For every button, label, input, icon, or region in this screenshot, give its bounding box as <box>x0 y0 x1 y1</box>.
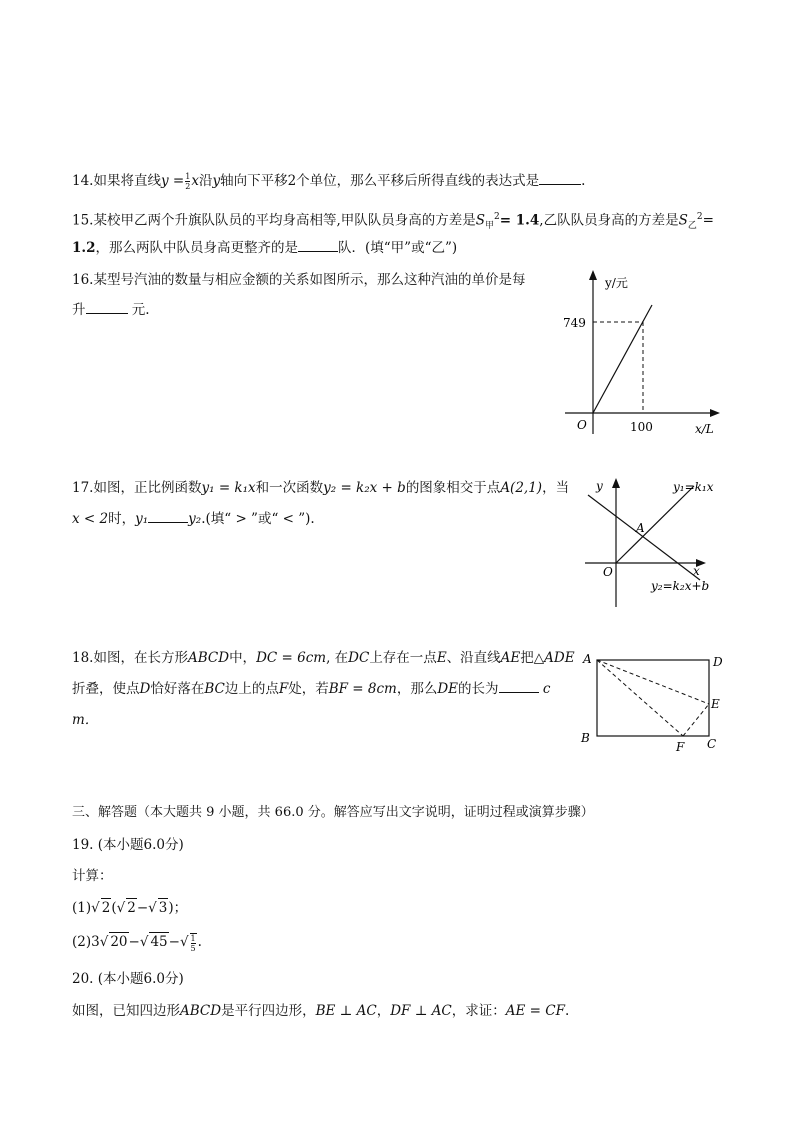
sqrt-symbol: √ <box>179 934 189 950</box>
question-15: 15.某校甲乙两个升旗队队员的平均身高相等,甲队队员身高的方差是$S_甲^2= 1.4$,乙队队员身高的方差是$S_乙^2=$ <box>72 212 714 232</box>
q16-number: 16. <box>72 272 94 288</box>
point-e-label: E <box>711 697 720 711</box>
y-label: y/元 <box>605 276 628 290</box>
x-axis-arrow <box>710 409 720 417</box>
question-14: 14.如果将直线y = $\frac{1}{2}$ x沿y轴向下平移2个单位，那么平移后所得直线的表达式是 . <box>72 172 586 191</box>
question-18: 18.如图，在长方形ABCD中，DC = 6cm, 在DC上存在一点E、沿直线AE把△ADE <box>72 650 575 666</box>
question-18-line3: m． <box>72 712 99 728</box>
question-19-part1: (1)√ 2(√ 2−√ 3)； <box>72 900 188 916</box>
y-axis-arrow <box>589 270 597 280</box>
q14-number: 14. <box>72 173 94 189</box>
answer-blank[interactable] <box>148 510 188 523</box>
answer-blank[interactable] <box>539 172 581 185</box>
segment-af <box>597 660 683 736</box>
point-a-label: A <box>636 521 645 535</box>
figure-16-graph <box>555 270 730 440</box>
sqrt-symbol: √ <box>99 934 109 950</box>
answer-blank[interactable] <box>86 301 128 314</box>
line-y2-label: y₂=k₂x+b <box>651 579 710 593</box>
answer-blank[interactable] <box>298 239 338 252</box>
segment-fe <box>683 704 709 736</box>
question-16: 16.某型号汽油的数量与相应金额的关系如图所示，那么这种汽油的单价是每 <box>72 272 526 288</box>
sqrt-symbol: √ <box>148 900 157 916</box>
question-15-line2: 1.2，那么两队中队员身高更整齐的是 队．(填“甲”或“乙”) <box>72 240 458 256</box>
origin-label: O <box>577 418 587 432</box>
question-19-heading: 19. (本小题6.0分) <box>72 837 184 853</box>
answer-blank[interactable] <box>499 680 539 693</box>
question-17: 17.如图，正比例函数y₁ = k₁x和一次函数y₂ = k₂x + b的图象相交于点A(2,1)，当 <box>72 480 570 496</box>
vertex-c-label: C <box>707 737 717 751</box>
sqrt-symbol: √ <box>139 934 149 950</box>
fold-line-ae <box>597 660 709 704</box>
question-19-part2: (2)3√ 20−√ 45−√ $\frac{1}{5}$ . <box>72 933 202 953</box>
vertex-d-label: D <box>713 655 723 669</box>
x-label: x/L <box>695 422 714 436</box>
q18-number: 18. <box>72 650 94 666</box>
origin-label: O <box>603 565 613 579</box>
point-f-label: F <box>676 740 685 754</box>
question-19-instruction: 计算： <box>72 868 113 884</box>
x-label: x <box>693 564 700 578</box>
figure-17-graph <box>582 474 727 609</box>
q15-number: 15. <box>72 212 94 229</box>
vertex-b-label: B <box>581 731 590 745</box>
y-label: y <box>596 479 603 493</box>
section-3-heading: 三、解答题（本大题共 9 小题，共 66.0 分。解答应写出文字说明，证明过程或演算步骤） <box>72 805 594 820</box>
vertex-a-label: A <box>583 652 592 666</box>
question-17-line2: x < 2时，y₁ y₂.(填“ > ”或“ < ”). <box>72 511 315 527</box>
y-axis-arrow <box>612 478 620 488</box>
question-18-line2: 折叠，使点D恰好落在BC边上的点F处，若BF = 8cm，那么DE的长为 c <box>72 681 551 697</box>
y-value-label: 749 <box>563 316 586 330</box>
fraction: $\frac{1}{2}$ <box>185 172 191 191</box>
line-y1-label: y₁=k₁x <box>673 480 714 494</box>
question-20-heading: 20. (本小题6.0分) <box>72 971 184 987</box>
sqrt-symbol: √ <box>91 900 100 916</box>
question-16-line2: 升 元. <box>72 302 150 318</box>
q17-number: 17. <box>72 480 94 496</box>
figure-18-rectangle <box>575 648 730 756</box>
sqrt-symbol: √ <box>116 900 126 916</box>
fraction: $\frac{1}{5}$ <box>190 933 196 953</box>
x-value-label: 100 <box>630 420 653 434</box>
question-20-text: 如图，已知四边形ABCD是平行四边形，BE ⊥ AC，DF ⊥ AC，求证：AE = CF. <box>72 1003 570 1019</box>
